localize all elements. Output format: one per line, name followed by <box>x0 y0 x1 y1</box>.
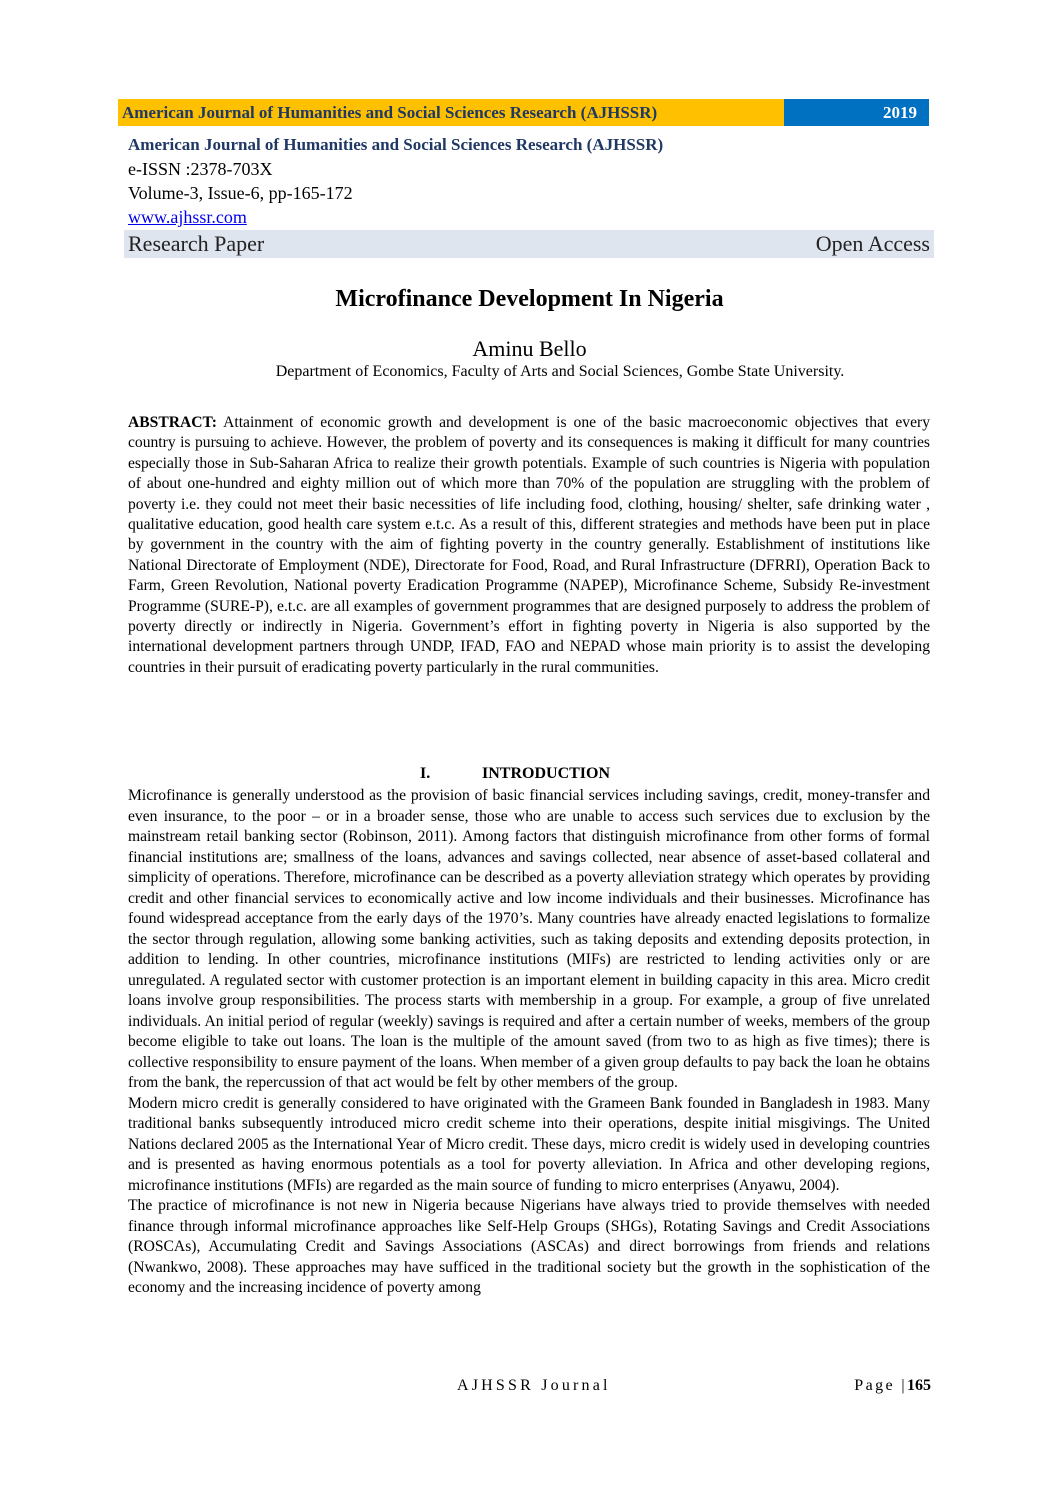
abstract-label: ABSTRACT: <box>128 414 217 431</box>
section-number: I. <box>420 765 431 782</box>
body-paragraph: Modern micro credit is generally considered to have originated with the Grameen Bank founded in Bangladesh in 1983. Many traditional banks subsequently introduced micro credit scheme into their operations, despite initial misgivings. The United Nations declared 2005 as the International Year of Micro credit. These days, micro credit is widely used in developing countries and is presented as having enormous potentials as a tool for poverty alleviation. In Africa and other developing regions, microfinance institutions (MFIs) are regarded as the main source of funding to micro enterprises (Anyawu, 2004). <box>128 1094 930 1194</box>
author-affiliation: Department of Economics, Faculty of Arts and Social Sciences, Gombe State University. <box>275 363 845 380</box>
access-type: Open Access <box>815 231 930 256</box>
section-title: INTRODUCTION <box>482 765 611 782</box>
journal-website-link[interactable]: www.ajhssr.com <box>128 207 247 227</box>
page-footer <box>0 1374 1059 1398</box>
running-header-year: 2019 <box>784 99 929 126</box>
footer-page <box>854 1374 931 1398</box>
footer-journal: AJHSSR Journal <box>457 1377 611 1394</box>
body-paragraph: The practice of microfinance is not new in Nigeria because Nigerians have always tried to provide themselves with needed finance through informal microfinance approaches like Self-Help Groups (SHGs), Rotating Savings and Credit Associations (ROSCAs), Accumulating Credit and Savings Associations (ASCAs) and direct borrowings from friends and relations (Nwankwo, 2008). These approaches may have sufficed in the traditional society but the growth in the sophistication of the economy and the increasing incidence of poverty among <box>128 1197 930 1296</box>
article-title: Microfinance Development In Nigeria <box>335 286 724 312</box>
body-paragraph: Microfinance is generally understood as the provision of basic financial services including savings, credit, money-transfer and even insurance, to the poor – or in a broader sense, those who are unable to access such services due to exclusion by the mainstream retail banking sector (Robinson, 2011). Among factors that distinguish microfinance from other forms of formal financial institutions are; smallness of the loans, advances and savings collected, near absence of asset-based collateral and simplicity of operations. Therefore, microfinance can be described as a poverty alleviation strategy which operates by providing credit and other financial services to economically active and low income individuals and their businesses. Microfinance has found widespread acceptance from the early days of the 1970’s. Many countries have already enacted legislations to formalize the sector through regulation, allowing some banking activities, such as taking deposits and extending deposits protection, in addition to lending. In other countries, microfinance institutions (MIFs) are restricted to lending activities only or are unregulated. A regulated sector with customer protection is an important element in building capacity in this area. Micro credit loans involve group responsibilities. The process starts with membership in a group. For example, a group of five unrelated individuals. An initial period of regular (weekly) savings is required and after a certain number of weeks, members of the group become eligible to take out loans. The loan is the multiple of the amount saved (from two to as high as five times); there is collective responsibility to ensure payment of the loans. When member of a given group defaults to pay back the loan he obtains from the bank, the repercussion of that act would be felt by other members of the group. <box>128 787 930 1091</box>
footer-page-label: Page | <box>854 1377 907 1394</box>
abstract <box>128 413 930 678</box>
abstract-text: Attainment of economic growth and development is one of the basic macroeconomic objectives that every country is pursuing to achieve. However, the problem of poverty and its consequences is making it difficult for many countries especially those in Sub-Saharan Africa to realize their growth potentials. Example of such countries is Nigeria with population of about one-hundred and eighty million out of which more than 70% of the population are struggling with the problem of poverty i.e. they could not meet their basic necessities of life including food, clothing, housing/ shelter, safe drinking water , qualitative education, good health care system e.t.c. As a result of this, different strategies and methods have been put in place by government in the country with the aim of fighting poverty in the country generally. Establishment of institutions like National Directorate of Employment (NDE), Directorate for Food, Road, and Rural Infrastructure (DFRRI), Operation Back to Farm, Green Revolution, National poverty Eradication Programme (NAPEP), Microfinance Scheme, Subsidy Re-investment Programme (SURE-P), e.t.c. are all examples of government programmes that are designed purposely to address the problem of poverty directly or indirectly in Nigeria. Government’s effort in fighting poverty in Nigeria is also supported by the international development partners through UNDP, IFAD, FAO and NEPAD whose main priority is to assist the developing countries in their pursuit of eradicating poverty particularly in the rural communities. <box>128 414 930 676</box>
running-header-journal: American Journal of Humanities and Social Sciences Research (AJHSSR) <box>118 99 784 126</box>
paper-type-bar <box>124 230 934 258</box>
masthead-journal: American Journal of Humanities and Social Sciences Research (AJHSSR) <box>128 135 664 154</box>
paper-type: Research Paper <box>128 231 265 256</box>
running-header <box>118 99 929 126</box>
footer-page-number: 165 <box>907 1377 931 1394</box>
masthead-volume: Volume-3, Issue-6, pp-165-172 <box>128 183 353 203</box>
masthead-issn: e-ISSN :2378-703X <box>128 159 273 179</box>
article-author: Aminu Bello <box>472 336 587 361</box>
section-body <box>128 786 930 1299</box>
